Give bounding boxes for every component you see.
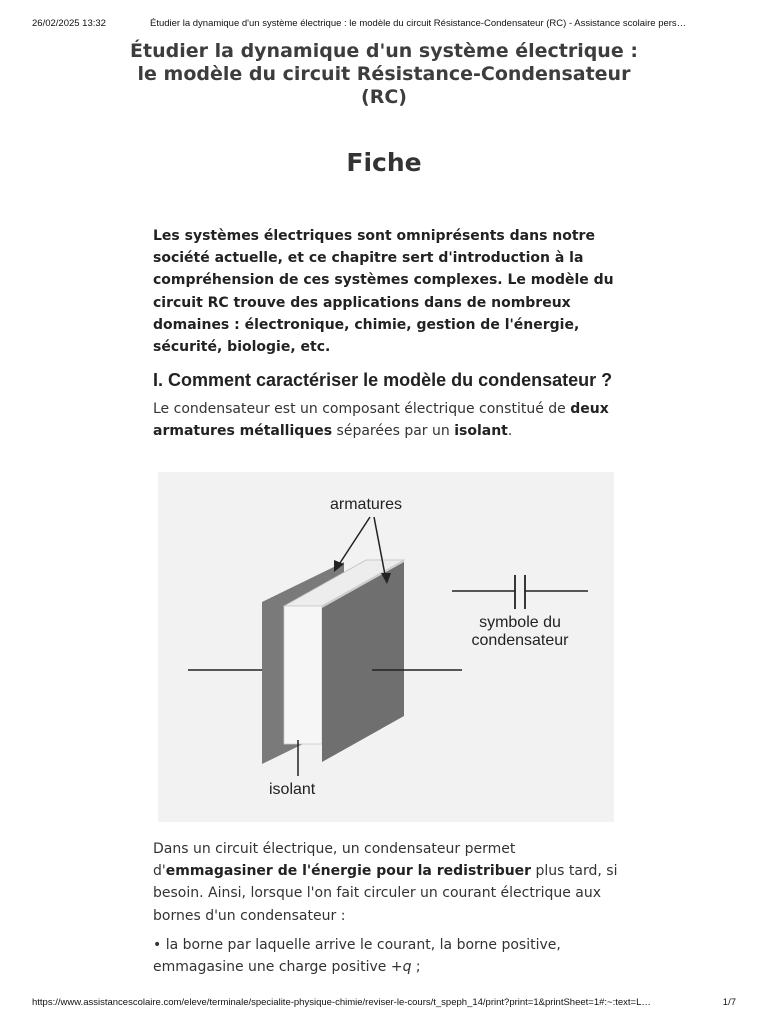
intro-paragraph: Les systèmes électriques sont omniprésents dans notre société actuelle, et ce chapitre sert d'introduction à la compréhension de ces systèmes complexes. Le modèle du circuit RC trouve des applications dans de nombreux domaines : électronique, chimie, gestion de l'énergie, sécurité, biologie, etc. bbox=[153, 228, 614, 356]
page-number: 1/7 bbox=[722, 997, 736, 1008]
label-isolant: isolant bbox=[269, 781, 316, 798]
text-span: séparées par un bbox=[332, 423, 455, 440]
text-span: • la borne par laquelle arrive le courant, la borne positive, emmagasine une charge positive + bbox=[153, 937, 561, 976]
text-span: . bbox=[507, 423, 513, 440]
capacitor-diagram bbox=[158, 472, 614, 822]
label-symbol-line1: symbole du bbox=[479, 614, 561, 631]
bold-energy-phrase: emmagasiner de l'énergie pour la redistribuer bbox=[165, 863, 532, 880]
charge-variable: q bbox=[402, 959, 412, 976]
section-heading: I. Comment caractériser le modèle du condensateur ? bbox=[153, 370, 613, 390]
bullet-positive-terminal bbox=[153, 934, 623, 978]
page-subtitle: Fiche bbox=[346, 148, 422, 177]
label-symbol-line2: condensateur bbox=[471, 632, 569, 649]
capacitor-definition-paragraph bbox=[153, 398, 623, 442]
capacitor-figure bbox=[158, 472, 614, 822]
label-armatures: armatures bbox=[330, 496, 403, 513]
print-date: 26/02/2025 13:32 bbox=[32, 18, 106, 29]
print-doc-title: Étudier la dynamique d'un système électrique : le modèle du circuit Résistance-Condensateur (RC) - Assistance scolaire pers… bbox=[150, 18, 687, 29]
text-span: ; bbox=[411, 959, 421, 976]
arrow-line-left bbox=[338, 517, 370, 566]
text-span: Dans un circuit électrique, un condensateur permet d' bbox=[153, 841, 516, 880]
print-footer bbox=[32, 997, 736, 1011]
bold-term-armatures: deux armatures métalliques bbox=[153, 401, 609, 440]
insulator-front bbox=[284, 606, 322, 744]
energy-storage-paragraph bbox=[153, 838, 623, 927]
text-span: Le condensateur est un composant électrique constitué de bbox=[153, 401, 571, 417]
print-header bbox=[32, 18, 736, 32]
print-url: https://www.assistancescolaire.com/eleve/terminale/specialite-physique-chimie/reviser-le-cours/t_speph_14/print?print=1&printSheet=1#:~:text=L… bbox=[32, 997, 651, 1008]
page-title: Étudier la dynamique d'un système électrique : le modèle du circuit Résistance-Condensateur (RC) bbox=[130, 40, 638, 108]
bold-term-isolant: isolant bbox=[454, 423, 508, 440]
text-span: plus tard, si besoin. Ainsi, lorsque l'on fait circuler un courant électrique aux bornes d'un condensateur : bbox=[153, 863, 618, 924]
